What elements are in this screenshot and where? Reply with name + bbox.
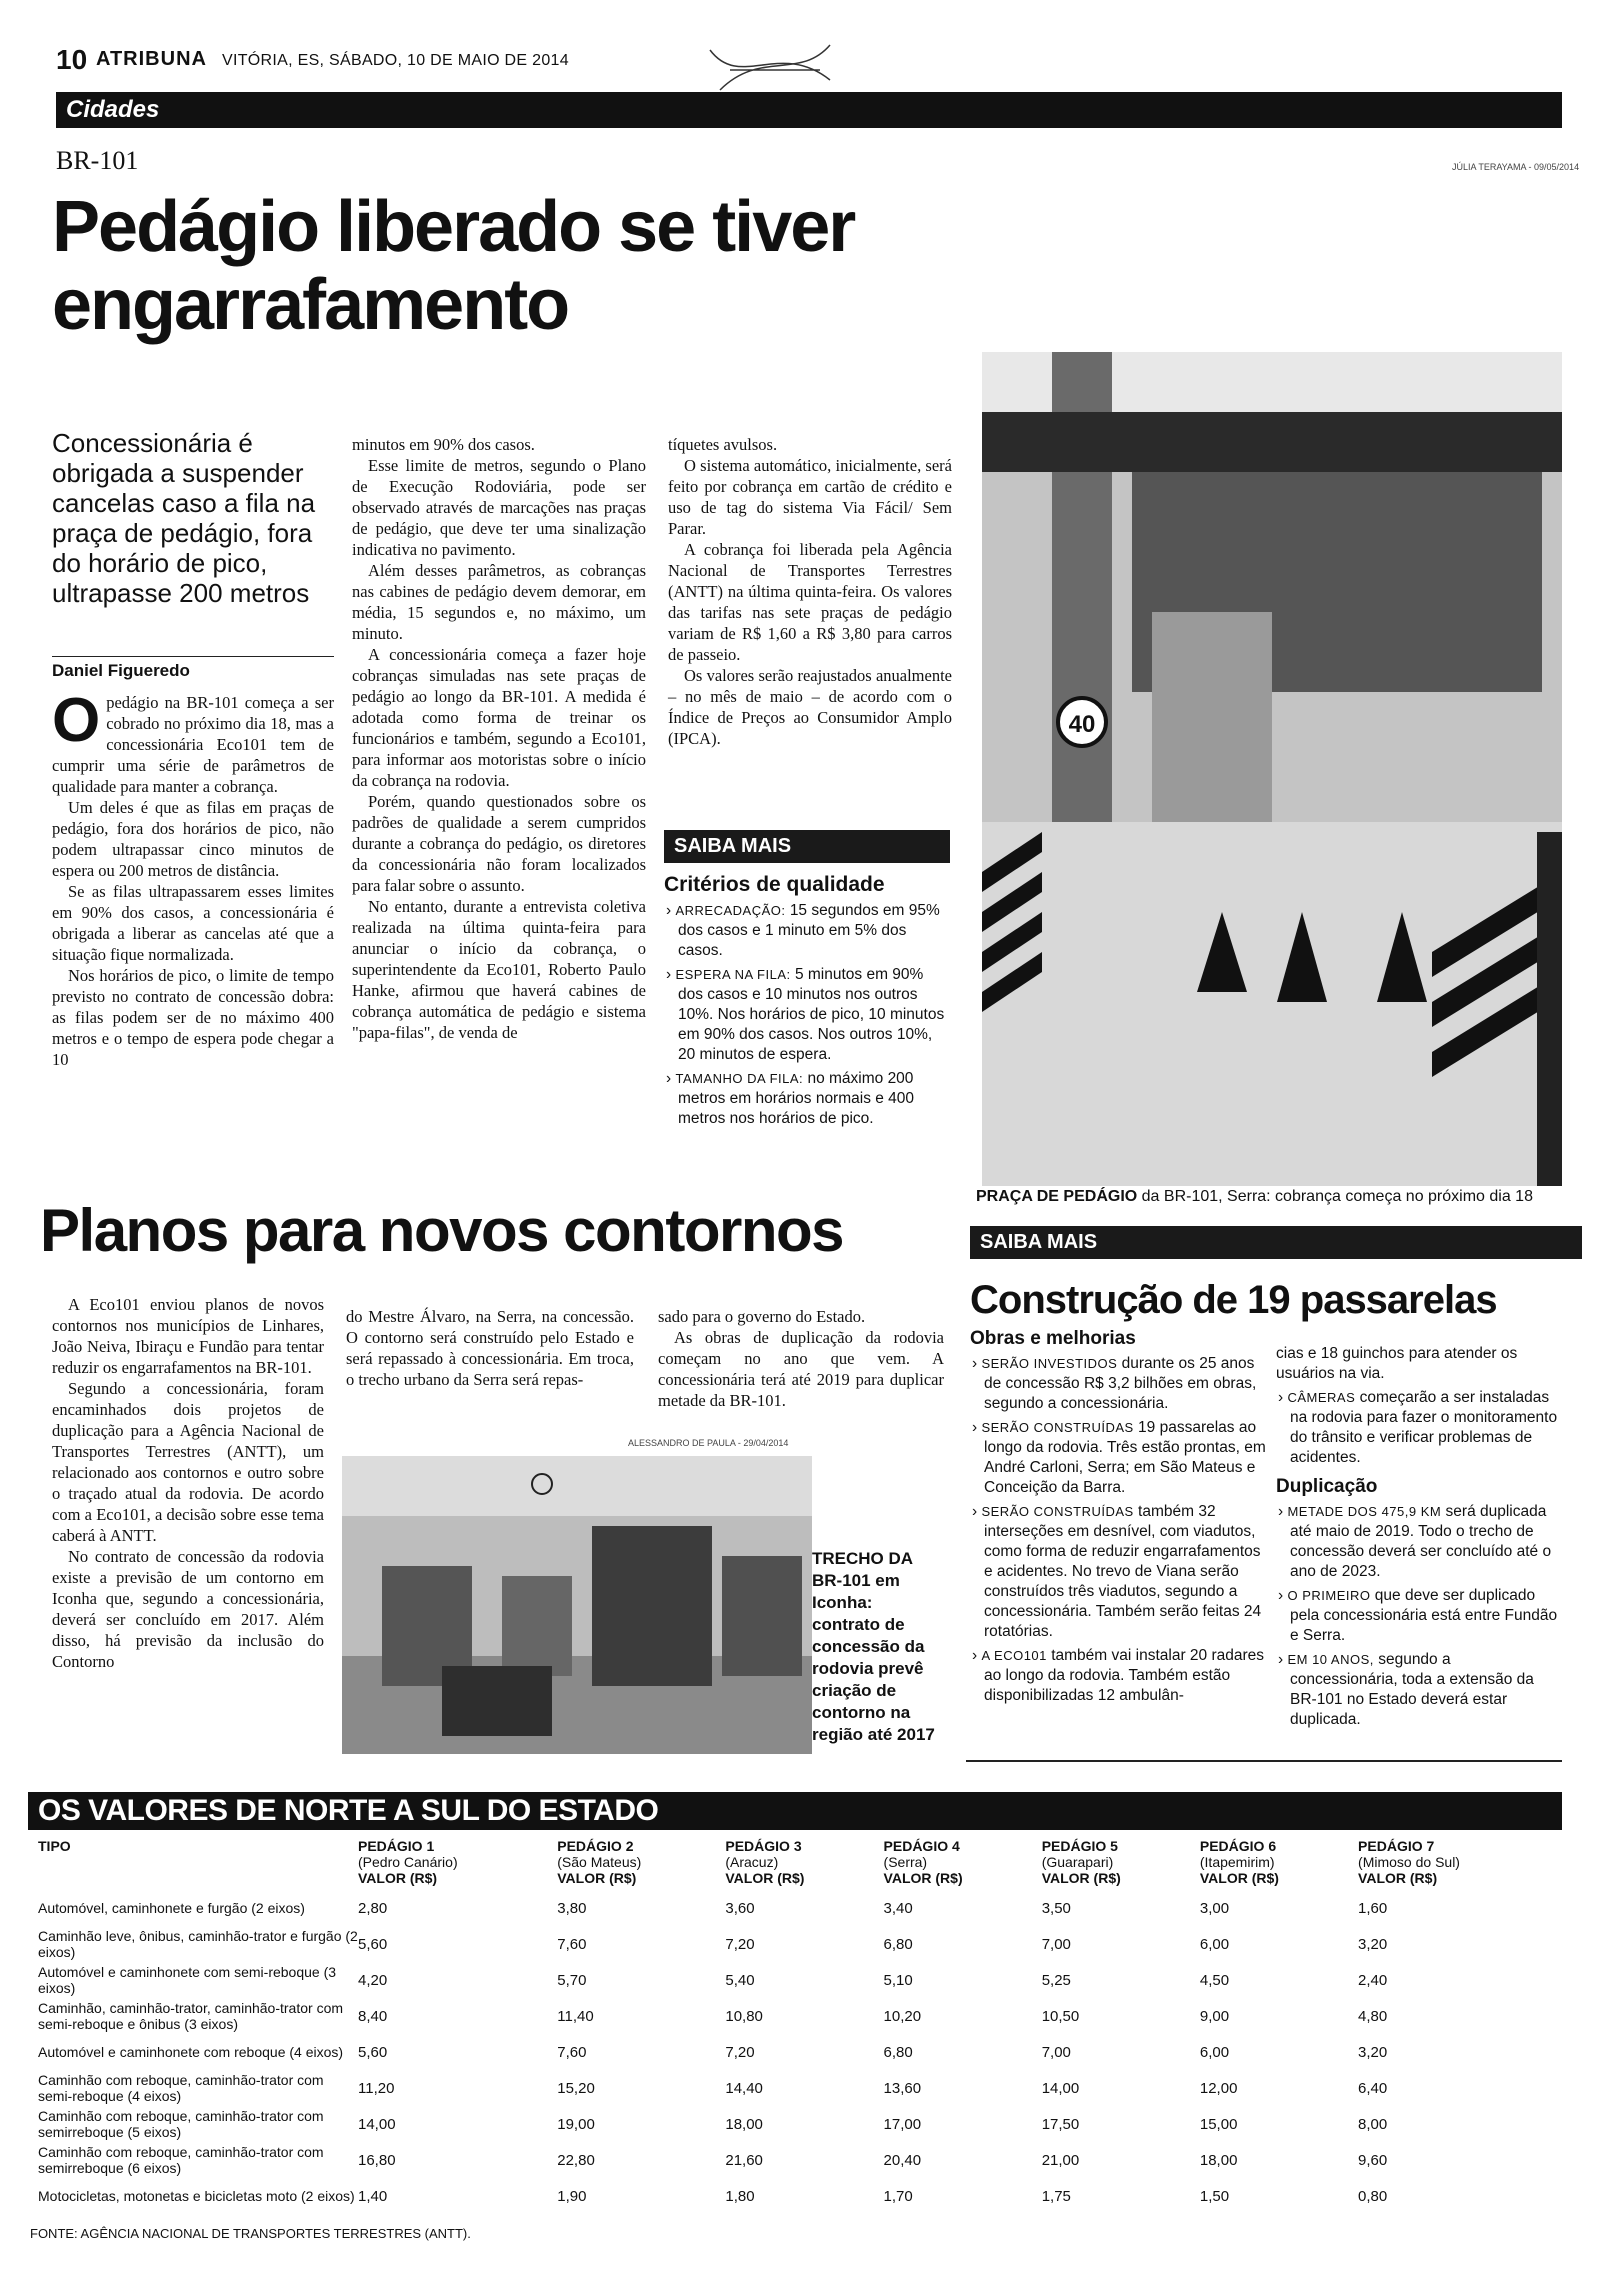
toll-value-cell: 5,60: [358, 2043, 388, 2061]
toll-value-cell: 22,80: [557, 2151, 595, 2169]
toll-value-cell: 4,80: [1358, 2007, 1388, 2025]
vehicle-type-cell: Caminhão com reboque, caminhão-trator com semirreboque (6 eixos): [38, 2144, 324, 2176]
toll-value-cell: 16,80: [358, 2151, 396, 2169]
headline: Pedágio liberado se tiver engarrafamento: [52, 187, 855, 345]
list-item: › ARRECADAÇÃO: 15 segundos em 95% dos casos e 1 minuto em 5% dos casos.: [666, 902, 940, 959]
toll-value-cell: 1,70: [883, 2187, 913, 2205]
table-title-bar: [28, 1792, 1562, 1830]
saiba-mais-title: Critérios de qualidade: [664, 873, 885, 896]
page-number: 10: [56, 44, 88, 75]
toll-value-cell: 15,20: [557, 2079, 595, 2097]
toll-value-cell: 19,00: [557, 2115, 595, 2133]
toll-value-cell: 3,20: [1358, 1935, 1388, 1953]
table-title: OS VALORES DE NORTE A SUL DO ESTADO: [38, 1794, 659, 1827]
photo-credit-2: ALESSANDRO DE PAULA - 29/04/2014: [628, 1438, 789, 1448]
paragraph: tíquetes avulsos.: [668, 435, 778, 454]
toll-value-cell: 6,00: [1199, 2043, 1230, 2061]
toll-value-cell: 1,50: [1199, 2187, 1230, 2205]
toll-value-cell: 17,00: [883, 2115, 922, 2133]
toll-value-cell: 18,00: [1199, 2151, 1238, 2169]
list-item: › O PRIMEIRO que deve ser duplicado pela concessionária está entre Fundão e Serra.: [1278, 1587, 1558, 1644]
toll-value-cell: 8,40: [358, 2007, 388, 2025]
saiba-mais-2-column-2: [1276, 1340, 1562, 1730]
list-item: › A ECO101 também vai instalar 20 radares ao longo da rodovia. Também estão disponibilizadas 12 ambulân-: [972, 1647, 1265, 1704]
toll-value-cell: 0,80: [1358, 2187, 1388, 2205]
article1-column-2: [352, 434, 646, 1043]
toll-value-cell: 5,25: [1041, 1971, 1071, 1989]
toll-value-cell: 21,60: [725, 2151, 763, 2169]
vehicle-type-cell: Automóvel e caminhonete com semi-reboque (3 eixos): [38, 1964, 337, 1996]
toll-value-cell: 5,60: [358, 1935, 388, 1953]
highway-traffic-photo: [342, 1456, 812, 1754]
toll-value-cell: 3,00: [1199, 1899, 1230, 1917]
toll-value-cell: 1,75: [1041, 2187, 1071, 2205]
toll-value-cell: 12,00: [1199, 2079, 1238, 2097]
toll-value-cell: 4,50: [1199, 1971, 1230, 1989]
deck: Concessionária é obrigada a suspender cancelas caso a fila na praça de pedágio, fora do horário de pico, ultrapasse 200 metros: [52, 428, 316, 608]
paragraph: Se as filas ultrapassarem esses limites em 90% dos casos, a concessionária é obrigada a liberar as cancelas até que a situação fique normalizada.: [52, 882, 334, 964]
paragraph: sado para o governo do Estado.: [658, 1307, 866, 1326]
article2-column-3: [658, 1306, 944, 1411]
vehicle-type-cell: Caminhão com reboque, caminhão-trator com semirreboque (5 eixos): [38, 2108, 324, 2140]
list-item: › TAMANHO DA FILA: no máximo 200 metros em horários normais e 400 metros nos horários de pico.: [666, 1070, 915, 1127]
paragraph: Nos horários de pico, o limite de tempo previsto no contrato de concessão dobra: as filas podem ser de no máximo 400 metros e o tempo de espera pode chegar a 10: [52, 966, 334, 1069]
toll-value-cell: 14,40: [725, 2079, 763, 2097]
list-item: › METADE DOS 475,9 KM será duplicada até maio de 2019. Todo o trecho de concessão deverá ser concluído até o ano de 2023.: [1278, 1503, 1552, 1580]
speed-sign-text: 40: [1068, 711, 1096, 738]
paragraph: Além desses parâmetros, as cobranças nas cabines de pedágio devem demorar, em média, 15 segundos e, no máximo, um minuto.: [352, 561, 646, 643]
toll-value-cell: 7,60: [557, 1935, 587, 1953]
paragraph: O sistema automático, inicialmente, será feito por cobrança em cartão de crédito e uso de tag do sistema Via Fácil/ Sem Parar.: [668, 456, 952, 538]
saiba-mais-box: [664, 830, 950, 1129]
list-item: › ESPERA NA FILA: 5 minutos em 90% dos casos e 10 minutos nos outros 10%. Nos horários de pico, 10 minutos em 90% dos casos. Nos outros 10%, 20 minutos de espera.: [666, 966, 945, 1063]
toll-value-cell: 2,40: [1358, 1971, 1388, 1989]
column-header: PEDÁGIO 3 (Aracuz) VALOR (R$): [725, 1838, 805, 1886]
toll-value-cell: 7,00: [1041, 1935, 1071, 1953]
photo-caption: PRAÇA DE PEDÁGIO da BR-101, Serra: cobrança começa no próximo dia 18: [976, 1188, 1533, 1205]
table-row: [38, 2106, 1562, 2142]
toll-value-cell: 21,00: [1041, 2151, 1080, 2169]
toll-value-cell: 7,60: [557, 2043, 587, 2061]
toll-value-cell: 20,40: [883, 2151, 922, 2169]
vehicle-type-cell: Motocicletas, motonetas e bicicletas moto (2 eixos): [38, 2188, 355, 2204]
column-header: PEDÁGIO 4 (Serra) VALOR (R$): [883, 1838, 963, 1886]
toll-value-cell: 3,50: [1041, 1899, 1071, 1917]
saiba-mais-bar: SAIBA MAIS: [664, 830, 950, 863]
article1-column-1: [52, 686, 334, 1070]
subheading: Duplicação: [1276, 1476, 1378, 1497]
paragraph: As obras de duplicação da rodovia começam no ano que vem. A concessionária terá até 2019 para duplicar metade da BR-101.: [658, 1328, 944, 1410]
saiba-mais-bar-2: SAIBA MAIS: [970, 1226, 1582, 1259]
article2-column-1: [52, 1294, 324, 1672]
section-label: Cidades: [66, 96, 160, 123]
toll-value-cell: 6,00: [1199, 1935, 1230, 1953]
list-item: › SERÃO INVESTIDOS durante os 25 anos de concessão R$ 3,2 bilhões em obras, segundo a concessionária.: [972, 1355, 1257, 1412]
paragraph: Porém, quando questionados sobre os padrões de qualidade a serem cumpridos durante a cobrança do pedágio, os diretores da concessionária não foram localizados para falar sobre o assunto.: [352, 792, 646, 895]
list-item: › SERÃO CONSTRUÍDAS 19 passarelas ao longo da rodovia. Três estão prontas, em André Carloni, Serra; em São Mateus e Conceição da Barra.: [972, 1419, 1266, 1496]
toll-value-cell: 6,80: [883, 1935, 913, 1953]
column-header: PEDÁGIO 6 (Itapemirim) VALOR (R$): [1199, 1838, 1279, 1886]
toll-plaza-photo: [982, 352, 1562, 1186]
table-row: [38, 1962, 1562, 1998]
paragraph: Segundo a concessionária, foram encaminhados dois projetos de duplicação para a Agência Nacional de Transportes Terrestres (ANTT), um relacionado aos contornos e outro sobre o traçado atual da rodovia. De acordo com a Eco101, a decisão sobre esse tema caberá à ANTT.: [52, 1379, 324, 1545]
kicker: BR-101: [56, 146, 139, 175]
vehicle-type-cell: Caminhão leve, ônibus, caminhão-trator e furgão (2 eixos): [38, 1928, 358, 1960]
toll-value-cell: 7,20: [725, 2043, 755, 2061]
list-item-continued: cias e 18 guinchos para atender os usuários na via.: [1276, 1345, 1518, 1382]
toll-value-cell: 3,80: [557, 1899, 587, 1917]
toll-value-cell: 5,10: [883, 1971, 913, 1989]
paragraph: do Mestre Álvaro, na Serra, na concessão. O contorno será construído pelo Estado e será repassado à concessionária. Em troca, o trecho urbano da Serra será repas-: [346, 1307, 634, 1389]
paragraph: pedágio na BR-101 começa a ser cobrado no próximo dia 18, mas a concessionária Eco101 tem de cumprir uma série de parâmetros de qualidade para manter a cobrança.: [52, 693, 334, 796]
table-row: [38, 2142, 1562, 2178]
vehicle-type-cell: Caminhão com reboque, caminhão-trator com semi-reboque (4 eixos): [38, 2072, 324, 2104]
paragraph: No entanto, durante a entrevista coletiva realizada na última quinta-feira para anunciar o início da cobrança, o superintendente da Eco101, Roberto Paulo Hanke, afirmou que haverá cabines de cobrança automática de pedágio e sistema "papa-filas", de venda de: [352, 897, 646, 1042]
drop-cap: O: [52, 686, 101, 755]
toll-value-cell: 10,80: [725, 2007, 763, 2025]
toll-value-cell: 6,40: [1358, 2079, 1388, 2097]
article1-column-3: [668, 434, 952, 749]
toll-value-cell: 8,00: [1358, 2115, 1388, 2133]
toll-value-cell: 1,80: [725, 2187, 755, 2205]
vehicle-type-cell: Automóvel, caminhonete e furgão (2 eixos): [38, 1900, 305, 1916]
article2-column-2: [346, 1306, 634, 1390]
toll-value-cell: 15,00: [1199, 2115, 1238, 2133]
vehicle-type-cell: Automóvel e caminhonete com reboque (4 eixos): [38, 2044, 344, 2060]
column-header: PEDÁGIO 7 (Mimoso do Sul) VALOR (R$): [1358, 1838, 1460, 1886]
toll-value-cell: 11,40: [557, 2007, 594, 2025]
toll-value-cell: 1,60: [1358, 1899, 1388, 1917]
toll-value-cell: 1,90: [557, 2187, 587, 2205]
paragraph: A concessionária começa a fazer hoje cobranças simuladas nas sete praças de pedágio ao longo da BR-101. A medida é adotada como forma de treinar os funcionários e também, segundo a Eco101, para informar aos motoristas sobre o início da cobrança na rodovia.: [352, 645, 646, 790]
paragraph: A Eco101 enviou planos de novos contornos nos municípios de Linhares, João Neiva, Ibiraçu e Fundão para tentar reduzir os engarrafamentos na BR-101.: [52, 1295, 324, 1377]
table-row: [38, 1926, 1562, 1962]
column-header-tipo: TIPO: [38, 1838, 71, 1854]
toll-value-cell: 10,20: [883, 2007, 922, 2025]
toll-value-cell: 10,50: [1041, 2007, 1080, 2025]
table-header-row: [38, 1838, 1562, 1890]
toll-value-cell: 7,00: [1041, 2043, 1071, 2061]
newspaper-name: ATRIBUNA: [96, 48, 207, 70]
byline: Daniel Figueredo: [52, 656, 334, 681]
toll-value-cell: 6,80: [883, 2043, 913, 2061]
toll-value-cell: 11,20: [358, 2079, 395, 2097]
paragraph: Os valores serão reajustados anualmente – no mês de maio – de acordo com o Índice de Preços ao Consumidor Amplo (IPCA).: [668, 666, 952, 748]
saiba-mais-2-column-1: [970, 1328, 1270, 1706]
subheading: Obras e melhorias: [970, 1328, 1136, 1349]
toll-value-cell: 3,60: [725, 1899, 755, 1917]
paragraph: Esse limite de metros, segundo o Plano de Execução Rodoviária, pode ser observado através de marcações nas praças de pedágio, que deve ter uma sinalização indicativa no pavimento.: [352, 456, 646, 559]
divider: [966, 1760, 1562, 1762]
photo-credit: JÚLIA TERAYAMA - 09/05/2014: [1452, 162, 1580, 172]
dateline: VITÓRIA, ES, SÁBADO, 10 DE MAIO DE 2014: [222, 52, 569, 69]
toll-value-cell: 2,80: [358, 1899, 388, 1917]
toll-table: [38, 1838, 1562, 2214]
toll-value-cell: 17,50: [1041, 2115, 1080, 2133]
list-item: › SERÃO CONSTRUÍDAS também 32 interseções em desnível, com viadutos, como forma de reduzir engarrafamentos e acidentes. No trevo de Viana serão construídos três viadutos, segundo a concessionária. Também serão feitas 24 rotatórias.: [972, 1503, 1262, 1640]
toll-value-cell: 1,40: [358, 2187, 388, 2205]
vehicle-type-cell: Caminhão, caminhão-trator, caminhão-trator com semi-reboque e ônibus (3 eixos): [38, 2000, 344, 2032]
toll-value-cell: 9,00: [1199, 2007, 1230, 2025]
table-source: FONTE: AGÊNCIA NACIONAL DE TRANSPORTES TERRESTRES (ANTT).: [30, 2226, 471, 2241]
list-item: › CÂMERAS começarão a ser instaladas na rodovia para fazer o monitoramento do trânsito e verificar problemas de acidentes.: [1278, 1389, 1558, 1466]
toll-value-cell: 3,40: [883, 1899, 913, 1917]
toll-value-cell: 5,40: [725, 1971, 755, 1989]
toll-value-cell: 14,00: [358, 2115, 396, 2133]
table-row: [38, 1890, 1562, 1926]
column-header: PEDÁGIO 5 (Guarapari) VALOR (R$): [1041, 1838, 1121, 1886]
toll-value-cell: 4,20: [358, 1971, 388, 1989]
scribble-mark: [700, 30, 840, 100]
paragraph: No contrato de concessão da rodovia existe a previsão de um contorno em Iconha que, segundo a concessionária, deverá ser concluído em 2017. Além disso, há previsão da inclusão do Contorno: [52, 1547, 324, 1671]
toll-value-cell: 9,60: [1358, 2151, 1388, 2169]
paragraph: Um deles é que as filas em praças de pedágio, fora dos horários de pico, não podem ultrapassar cinco minutos de espera ou 200 metros de distância.: [52, 798, 334, 880]
table-row: [38, 1998, 1562, 2034]
column-header: PEDÁGIO 2 (São Mateus) VALOR (R$): [557, 1838, 642, 1886]
toll-value-cell: 7,20: [725, 1935, 755, 1953]
column-header: PEDÁGIO 1 (Pedro Canário) VALOR (R$): [358, 1838, 458, 1886]
section-bar: [56, 92, 1562, 128]
headline-2: Planos para novos contornos: [40, 1197, 843, 1264]
photo-caption-2: TRECHO DA BR-101 em Iconha: contrato de concessão da rodovia prevê criação de contorno na região até 2017: [812, 1549, 935, 1744]
list-item: › EM 10 ANOS, segundo a concessionária, toda a extensão da BR-101 no Estado deverá estar duplicada.: [1278, 1651, 1534, 1728]
saiba-mais-title-2: Construção de 19 passarelas: [970, 1278, 1497, 1322]
paragraph: A cobrança foi liberada pela Agência Nacional de Transportes Terrestres (ANTT) na última quinta-feira. Os valores das tarifas nas sete praças de pedágio variam de R$ 1,60 a R$ 3,80 para carros de passeio.: [668, 540, 952, 664]
table-row: [38, 2178, 1562, 2214]
toll-value-cell: 13,60: [883, 2079, 922, 2097]
toll-value-cell: 3,20: [1358, 2043, 1388, 2061]
paragraph: minutos em 90% dos casos.: [352, 435, 535, 454]
table-row: [38, 2070, 1562, 2106]
toll-value-cell: 18,00: [725, 2115, 763, 2133]
toll-value-cell: 14,00: [1041, 2079, 1080, 2097]
toll-value-cell: 5,70: [557, 1971, 587, 1989]
table-row: [38, 2034, 1562, 2070]
